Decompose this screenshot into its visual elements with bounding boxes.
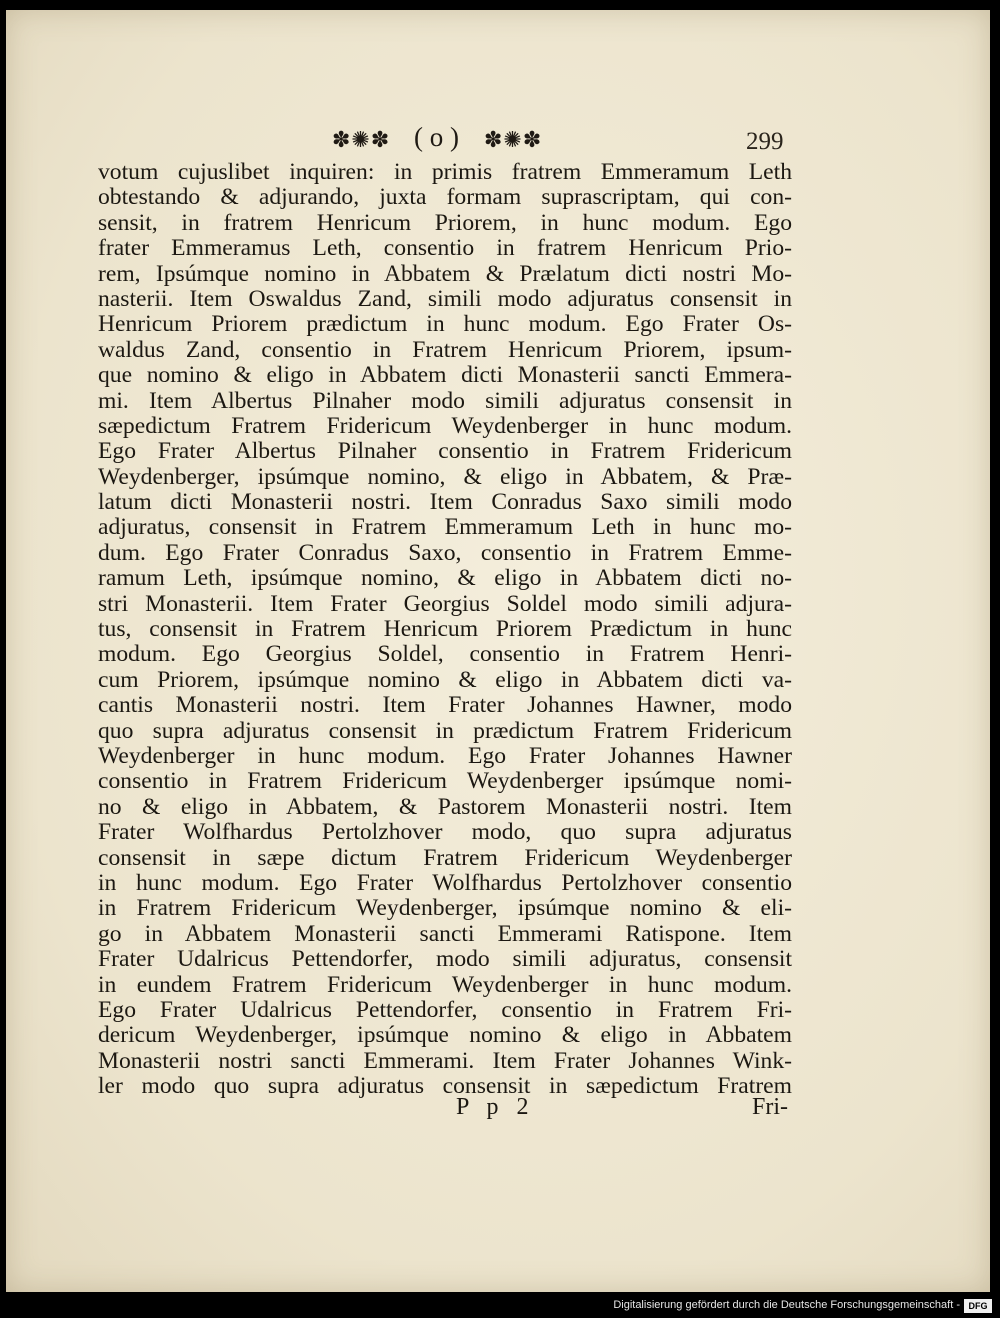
body-text xyxy=(98,160,792,1099)
text-line: cum Priorem, ipsúmque nomino & eligo in Abbatem dicti va- xyxy=(98,667,792,693)
text-line: dum. Ego Frater Conradus Saxo, consentio in Fratrem Emme- xyxy=(98,540,792,566)
signature-mark: P p 2 xyxy=(456,1094,535,1120)
text-line: modum. Ego Georgius Soldel, consentio in Fratrem Henri- xyxy=(98,642,792,668)
text-line: sæpedictum Fratrem Fridericum Weydenberger in hunc modum. xyxy=(98,413,792,439)
text-line: obtestando & adjurando, juxta formam suprascriptam, qui con- xyxy=(98,185,792,211)
header-ornament-left: ✽✺✽ xyxy=(332,128,391,153)
text-line: ler modo quo supra adjuratus consensit in sæpedictum Fratrem xyxy=(98,1074,792,1100)
text-line: votum cujuslibet inquiren: in primis fratrem Emmeramum Leth xyxy=(98,160,792,185)
text-line: Weydenberger, ipsúmque nomino, & eligo in Abbatem, & Præ- xyxy=(98,464,792,490)
text-line: in hunc modum. Ego Frater Wolfhardus Pertolzhover consentio xyxy=(98,870,792,896)
text-line: quo supra adjuratus consensit in prædictum Fratrem Fridericum xyxy=(98,718,792,744)
text-line: Henricum Priorem prædictum in hunc modum. Ego Frater Os- xyxy=(98,312,792,338)
text-line: Frater Wolfhardus Pertolzhover modo, quo supra adjuratus xyxy=(98,820,792,846)
text-line: consentio in Fratrem Fridericum Weydenberger ipsúmque nomi- xyxy=(98,769,792,795)
text-line: tus, consensit in Fratrem Henricum Priorem Prædictum in hunc xyxy=(98,617,792,643)
text-line: stri Monasterii. Item Frater Georgius Soldel modo simili adjura- xyxy=(98,591,792,617)
book-page xyxy=(6,10,990,1292)
text-line: cantis Monasterii nostri. Item Frater Johannes Hawner, modo xyxy=(98,693,792,719)
text-line: in Fratrem Fridericum Weydenberger, ipsúmque nomino & eli- xyxy=(98,896,792,922)
funding-notice: Digitalisierung gefördert durch die Deutsche Forschungsgemeinschaft - xyxy=(613,1299,960,1311)
footer-bar xyxy=(0,1296,1000,1318)
catchword: Fri- xyxy=(752,1094,788,1120)
text-line: nasterii. Item Oswaldus Zand, simili modo adjuratus consensit in xyxy=(98,286,792,312)
text-line: Monasterii nostri sancti Emmerami. Item Frater Johannes Wink- xyxy=(98,1048,792,1074)
text-line: consensit in sæpe dictum Fratrem Fridericum Weydenberger xyxy=(98,845,792,871)
text-line: sensit, in fratrem Henricum Priorem, in hunc modum. Ego xyxy=(98,210,792,236)
text-line: rem, Ipsúmque nomino in Abbatem & Prælatum dicti nostri Mo- xyxy=(98,261,792,287)
text-line: frater Emmeramus Leth, consentio in fratrem Henricum Prio- xyxy=(98,236,792,262)
page-number: 299 xyxy=(746,128,784,155)
text-line: Ego Frater Albertus Pilnaher consentio in Fratrem Fridericum xyxy=(98,439,792,465)
text-line: waldus Zand, consentio in Fratrem Henricum Priorem, ipsum- xyxy=(98,337,792,363)
header-ornament-right: ✽✺✽ xyxy=(484,128,543,153)
text-line: Ego Frater Udalricus Pettendorfer, consentio in Fratrem Fri- xyxy=(98,997,792,1023)
dfg-logo: DFG xyxy=(964,1299,992,1313)
text-line: adjuratus, consensit in Fratrem Emmeramum Leth in hunc mo- xyxy=(98,515,792,541)
text-line: go in Abbatem Monasterii sancti Emmerami Ratispone. Item xyxy=(98,921,792,947)
text-line: Weydenberger in hunc modum. Ego Frater Johannes Hawner xyxy=(98,743,792,769)
header-center-mark: ( o ) xyxy=(414,122,459,152)
text-line: ramum Leth, ipsúmque nomino, & eligo in Abbatem dicti no- xyxy=(98,566,792,592)
text-line: mi. Item Albertus Pilnaher modo simili adjuratus consensit in xyxy=(98,388,792,414)
text-line: no & eligo in Abbatem, & Pastorem Monasterii nostri. Item xyxy=(98,794,792,820)
text-line: Frater Udalricus Pettendorfer, modo simili adjuratus, consensit xyxy=(98,947,792,973)
text-line: latum dicti Monasterii nostri. Item Conradus Saxo simili modo xyxy=(98,490,792,516)
text-line: que nomino & eligo in Abbatem dicti Monasterii sancti Emmera- xyxy=(98,363,792,389)
text-line: dericum Weydenberger, ipsúmque nomino & eligo in Abbatem xyxy=(98,1023,792,1049)
text-line: in eundem Fratrem Fridericum Weydenberger in hunc modum. xyxy=(98,972,792,998)
